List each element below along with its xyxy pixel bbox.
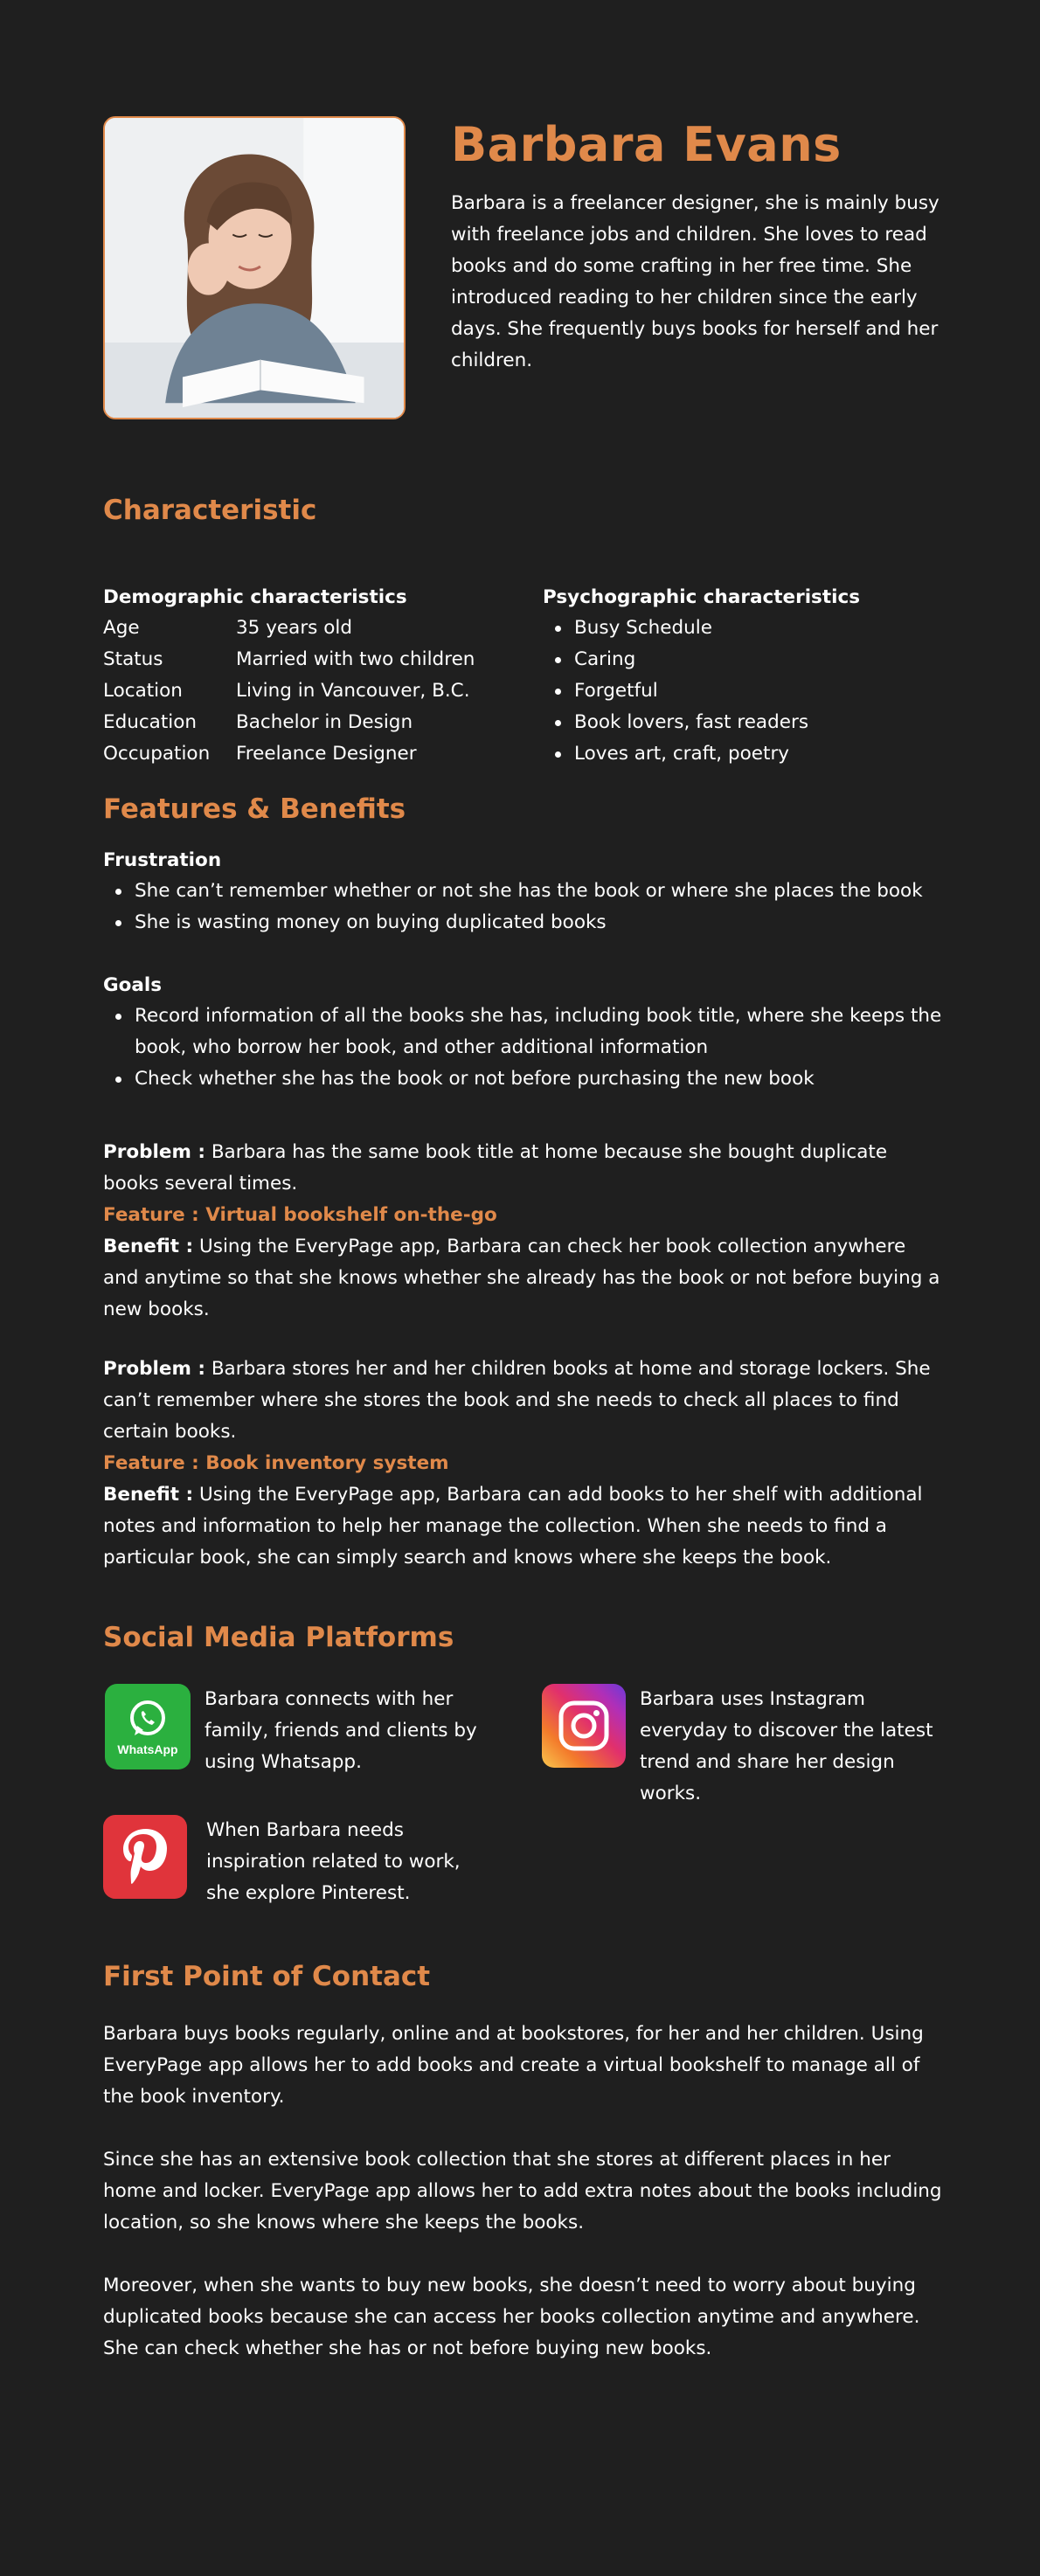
whatsapp-icon [105,1684,191,1769]
contact-heading: First Point of Contact [103,1961,431,1992]
problem-text [103,1354,942,1448]
contact-paragraph-1: Barbara buys books regularly, online and at bookstores, for her and her children. Using EveryPage app allows her to add books and create a virtual bookshelf to manage all of the book inventory. [103,2023,924,2108]
demographic-label: Occupation [103,743,211,765]
persona-bio: Barbara is a freelancer designer, she is mainly busy with freelance jobs and children. She loves to read books and do some crafting in her free time. She introduced reading to her children since the early days. She frequently buys books for herself and her children. [451,192,939,371]
pinterest-item [103,1815,486,1909]
whatsapp-item [105,1684,484,1778]
contact-paragraph-3: Moreover, when she wants to buy new books, she doesn’t need to worry about buying duplicated books because she can access her books collection anytime and anywhere. She can check whether she has or not before buying new books. [103,2275,920,2359]
persona-header [103,116,942,422]
goal-item: Check whether she has the book or not before purchasing the new book [103,1063,942,1095]
demographic-label: Education [103,711,198,733]
persona-photo [103,116,406,419]
goals-heading: Goals [103,974,163,996]
pinterest-icon [103,1815,187,1899]
demographic-label: Age [103,617,140,639]
demographic-value: Freelance Designer [236,743,417,765]
benefit-text [103,1479,942,1574]
demographic-value: Living in Vancouver, B.C. [236,680,470,702]
demographic-row [103,738,523,770]
psychographic-list [543,613,945,770]
features-heading: Features & Benefits [103,793,406,825]
problem-description: Barbara has the same book title at home because she bought duplicate books several times. [103,1141,888,1195]
characteristic-heading: Characteristic [103,495,317,526]
demographic-label: Location [103,680,183,702]
demographic-value: Married with two children [236,648,475,670]
instagram-icon [542,1684,626,1768]
psychographic-item: Busy Schedule [543,613,945,644]
goals-section [103,971,942,1095]
demographic-row [103,613,523,644]
demographic-row [103,707,523,738]
demographic-label: Status [103,648,163,670]
benefit-label: Benefit : [103,1236,194,1257]
goal-item: Record information of all the books she has, including book title, where she keeps the book, who borrow her book, and other additional information [103,1001,942,1063]
frustration-heading: Frustration [103,849,222,871]
psychographic-item: Book lovers, fast readers [543,707,945,738]
demographic-heading: Demographic characteristics [103,586,407,608]
whatsapp-text: Barbara connects with her family, friends and clients by using Whatsapp. [205,1688,477,1773]
contact-paragraph-2: Since she has an extensive book collection that she stores at different places in her home and locker. EveryPage app allows her to add extra notes about the books including location, so she knows where she keeps the books. [103,2149,942,2233]
psychographic-heading: Psychographic characteristics [543,586,861,608]
problem-label: Problem : [103,1141,205,1163]
pinterest-text: When Barbara needs inspiration related to work, she explore Pinterest. [206,1819,461,1904]
problem-block-2 [103,1354,942,1574]
demographic-row [103,644,523,675]
psychographic-item: Caring [543,644,945,675]
demographic-row [103,675,523,707]
psychographic-section [543,583,945,770]
goals-list [103,1001,942,1095]
demographic-table [103,613,523,770]
psychographic-item: Forgetful [543,675,945,707]
problem-block-1 [103,1137,942,1326]
instagram-item [542,1684,946,1810]
frustration-item: She can’t remember whether or not she has the book or where she places the book [103,876,942,907]
whatsapp-logo-text: WhatsApp [117,1742,178,1756]
instagram-text: Barbara uses Instagram everyday to discover the latest trend and share her design works. [640,1688,933,1804]
benefit-label: Benefit : [103,1484,194,1506]
psychographic-item: Loves art, craft, poetry [543,738,945,770]
frustration-item: She is wasting money on buying duplicated books [103,907,942,938]
benefit-text [103,1231,942,1326]
problem-text [103,1137,942,1200]
feature-title: Feature : Virtual bookshelf on-the-go [103,1204,497,1226]
demographic-value: 35 years old [236,617,352,639]
problem-description: Barbara stores her and her children books at home and storage lockers. She can’t remember where she stores the book and she needs to check all places to find certain books. [103,1358,931,1443]
social-heading: Social Media Platforms [103,1622,454,1653]
feature-title: Feature : Book inventory system [103,1452,449,1474]
persona-name: Barbara Evans [451,117,842,172]
benefit-description: Using the EveryPage app, Barbara can add books to her shelf with additional notes and information to help her manage the collection. When she needs to find a particular book, she can simply search and knows where she keeps the book. [103,1484,923,1568]
demographic-section [103,583,523,770]
problem-label: Problem : [103,1358,205,1380]
frustration-list [103,876,942,938]
frustration-section [103,846,942,938]
demographic-value: Bachelor in Design [236,711,413,733]
benefit-description: Using the EveryPage app, Barbara can check her book collection anywhere and anytime so that she knows whether she already has the book or not before buying a new books. [103,1236,940,1320]
